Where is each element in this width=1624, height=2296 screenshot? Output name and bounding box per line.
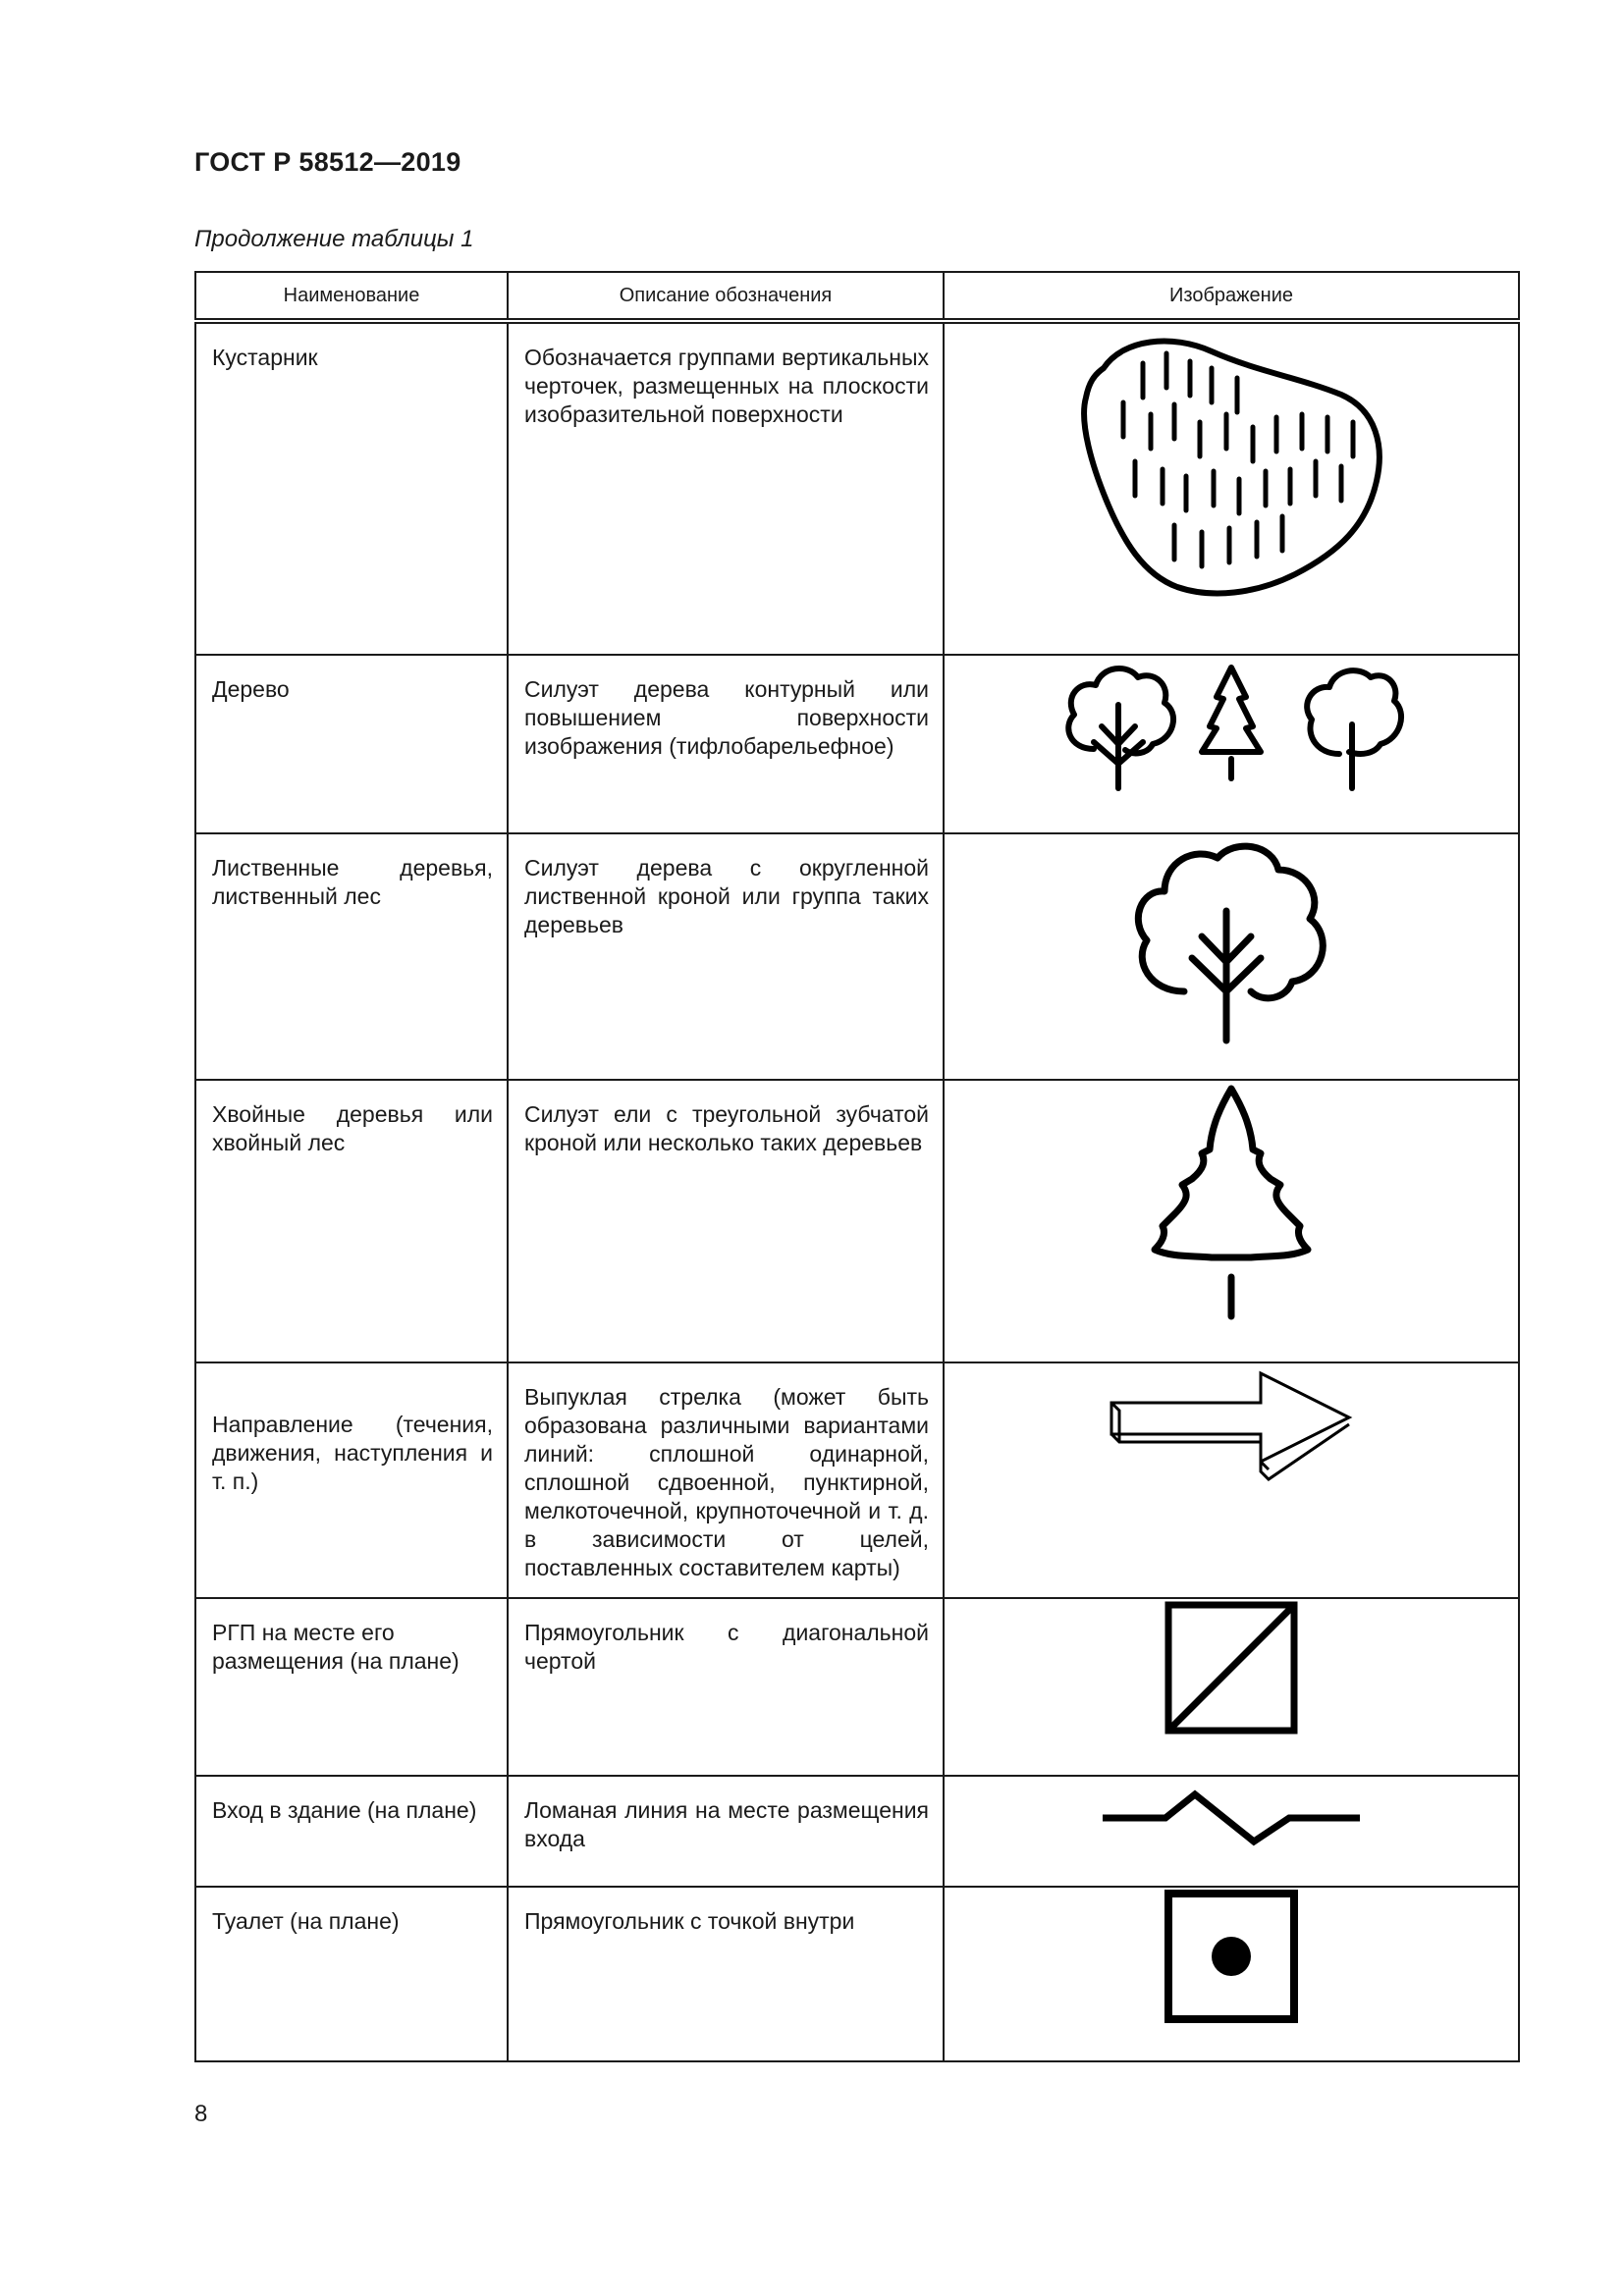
row-description: Силуэт дерева контурный или повышением поверхности изображения (тифлобарельефное)	[508, 655, 944, 833]
entrance-zigzag-icon	[1099, 1777, 1364, 1855]
table-caption: Продолжение таблицы 1	[194, 226, 474, 252]
square-dot-icon	[1163, 1888, 1300, 2025]
row-image	[944, 655, 1519, 833]
row-name: Вход в здание (на плане)	[195, 1776, 508, 1887]
conifer-tree-icon	[1133, 1081, 1329, 1326]
row-image	[944, 1362, 1519, 1598]
page-number: 8	[194, 2101, 208, 2127]
row-name: Хвойные деревья или хвойный лес	[195, 1080, 508, 1362]
row-name: Лиственные деревья, лиственный лес	[195, 833, 508, 1080]
table-row	[195, 1362, 1519, 1598]
row-name: Направление (течения, движения, наступления и т. п.)	[195, 1362, 508, 1598]
row-image	[944, 1598, 1519, 1776]
arrow-right-icon	[1104, 1363, 1359, 1491]
row-image	[944, 1887, 1519, 2061]
row-description: Обозначается группами вертикальных черточек, размещенных на плоскости изобразительной поверхности	[508, 321, 944, 655]
row-description: Прямоугольник с точкой внутри	[508, 1887, 944, 2061]
document-code: ГОСТ Р 58512—2019	[194, 147, 461, 177]
table-row	[195, 1887, 1519, 2061]
square-diagonal-icon	[1163, 1599, 1300, 1736]
header-name: Наименование	[195, 272, 508, 321]
header-description: Описание обозначения	[508, 272, 944, 321]
row-image	[944, 833, 1519, 1080]
row-description: Силуэт ели с треугольной зубчатой кроной или несколько таких деревьев	[508, 1080, 944, 1362]
header-image: Изображение	[944, 272, 1519, 321]
row-description: Силуэт дерева с округленной лиственной кроной или группа таких деревьев	[508, 833, 944, 1080]
row-name: РГП на месте его размещения (на плане)	[195, 1598, 508, 1776]
table-row	[195, 321, 1519, 655]
table-row	[195, 1598, 1519, 1776]
row-image	[944, 321, 1519, 655]
row-description: Выпуклая стрелка (может быть образована различными вариантами линий: сплошной одинарной, сплошной сдвоенной, пунктирной, мелкоточечной, крупноточечной и т. д. в зависимости от целей, поставленных составителем карты)	[508, 1362, 944, 1598]
row-description: Прямоугольник с диагональной чертой	[508, 1598, 944, 1776]
table-row	[195, 655, 1519, 833]
table-row	[195, 1776, 1519, 1887]
table-row	[195, 833, 1519, 1080]
deciduous-tree-icon	[1123, 834, 1339, 1050]
row-image	[944, 1776, 1519, 1887]
legend-table	[194, 271, 1520, 2062]
row-name: Туалет (на плане)	[195, 1887, 508, 2061]
row-name: Дерево	[195, 655, 508, 833]
table-header-row	[195, 272, 1519, 321]
trees-icon	[1055, 656, 1408, 793]
row-name: Кустарник	[195, 321, 508, 655]
row-image	[944, 1080, 1519, 1362]
shrub-icon	[1064, 324, 1398, 618]
table-row	[195, 1080, 1519, 1362]
row-description: Ломаная линия на месте размещения входа	[508, 1776, 944, 1887]
